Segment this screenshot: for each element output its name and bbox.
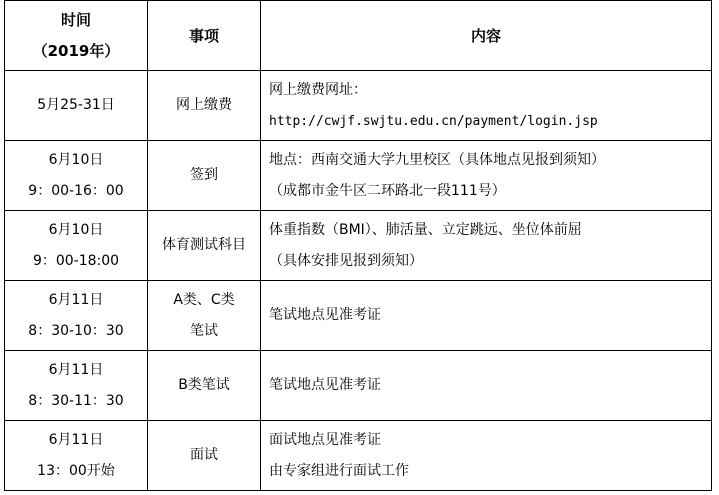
cell-content xyxy=(261,141,712,211)
item-line: 笔试 xyxy=(190,322,218,339)
table-row xyxy=(5,141,712,211)
time-line: 6月11日 xyxy=(48,291,104,308)
content-line: 由专家组进行面试工作 xyxy=(269,462,409,479)
time-line: 5月25-31日 xyxy=(37,97,115,113)
content-line: 体重指数（BMI）、肺活量、立定跳远、坐位体前屈 xyxy=(269,221,582,238)
time-line: 8：30-11：30 xyxy=(28,392,124,409)
item-line: A类、C类 xyxy=(173,291,235,308)
content-line: 地点：西南交通大学九里校区（具体地点见报到须知） xyxy=(269,151,605,168)
item-line: 体育测试科目 xyxy=(162,237,246,253)
table-row xyxy=(5,421,712,491)
cell-item xyxy=(148,71,261,141)
time-line: 6月10日 xyxy=(48,221,104,238)
header-content: 内容 xyxy=(261,1,712,71)
time-line: 6月11日 xyxy=(48,431,104,448)
cell-time xyxy=(5,351,148,421)
time-line: 13：00开始 xyxy=(37,462,115,479)
content-line: 笔试地点见准考证 xyxy=(269,307,381,323)
cell-content xyxy=(261,351,712,421)
cell-content xyxy=(261,281,712,351)
payment-url: http://cwjf.swjtu.edu.cn/payment/login.jsp xyxy=(269,113,598,129)
content-line: 网上缴费网址： xyxy=(269,81,367,98)
cell-time xyxy=(5,281,148,351)
content-line: （具体安排见报到须知） xyxy=(269,252,423,269)
cell-item xyxy=(148,281,261,351)
header-time-label: 时间 xyxy=(60,10,91,29)
schedule-table xyxy=(4,0,712,491)
content-line: 面试地点见准考证 xyxy=(269,431,381,448)
table-row xyxy=(5,281,712,351)
cell-content xyxy=(261,211,712,281)
item-line: B类笔试 xyxy=(178,377,230,393)
time-line: 6月11日 xyxy=(48,361,104,378)
cell-item xyxy=(148,421,261,491)
content-line: 笔试地点见准考证 xyxy=(269,377,381,393)
cell-item xyxy=(148,351,261,421)
item-line: 签到 xyxy=(190,167,218,183)
content-line: （成都市金牛区二环路北一段111号） xyxy=(269,182,506,199)
time-line: 9：00-16：00 xyxy=(28,182,124,199)
header-time-year: （2019年） xyxy=(32,41,120,60)
time-line: 9：00-18:00 xyxy=(32,252,120,269)
item-line: 网上缴费 xyxy=(176,97,232,113)
header-time xyxy=(5,1,148,71)
cell-item xyxy=(148,141,261,211)
table-row xyxy=(5,71,712,141)
table-row xyxy=(5,351,712,421)
table-row xyxy=(5,211,712,281)
cell-content xyxy=(261,421,712,491)
time-line: 6月10日 xyxy=(48,151,104,168)
cell-content xyxy=(261,71,712,141)
cell-time xyxy=(5,71,148,141)
cell-time xyxy=(5,211,148,281)
cell-time xyxy=(5,421,148,491)
cell-time xyxy=(5,141,148,211)
header-item: 事项 xyxy=(148,1,261,71)
table-header-row xyxy=(5,1,712,71)
time-line: 8：30-10：30 xyxy=(28,322,124,339)
cell-item xyxy=(148,211,261,281)
item-line: 面试 xyxy=(190,447,218,463)
